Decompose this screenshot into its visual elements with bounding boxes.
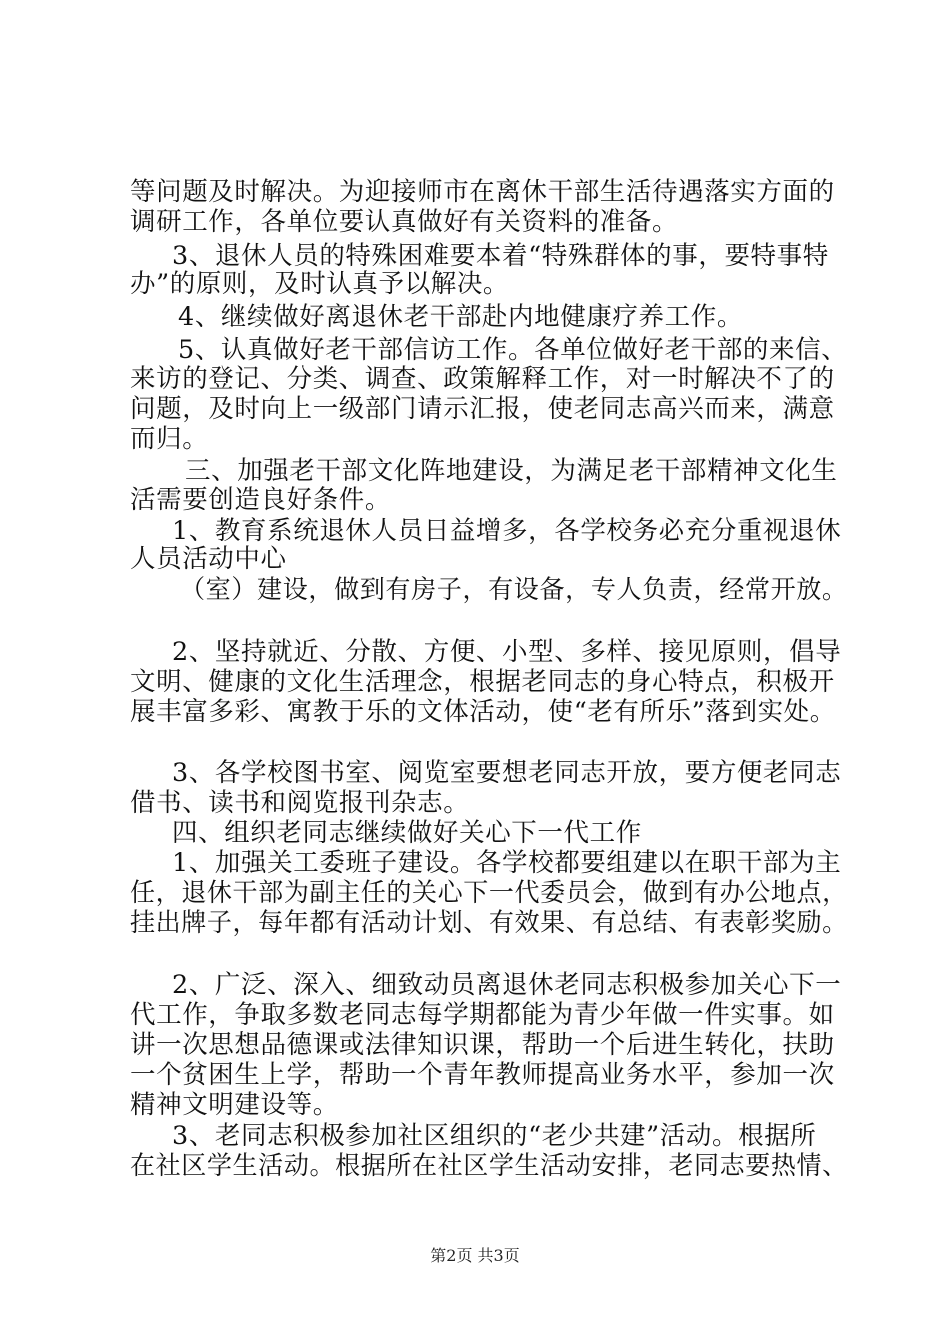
text-line: 代工作，争取多数老同志每学期都能为青少年做一件实事。如: [130, 1000, 835, 1030]
page-number: 第2页 共3页: [430, 1246, 520, 1265]
text-line: 在社区学生活动。根据所在社区学生活动安排，老同志要热情、: [130, 1151, 848, 1181]
text-line: 一个贫困生上学，帮助一个青年教师提高业务水平，参加一次: [130, 1060, 835, 1090]
text-line: 3、各学校图书室、阅览室要想老同志开放，要方便老同志: [172, 758, 842, 788]
section-heading: 三、加强老干部文化阵地建设，为满足老干部精神文化生: [185, 456, 838, 486]
text-line: 1、教育系统退休人员日益增多，各学校务必充分重视退休: [172, 516, 842, 546]
text-line: 精神文明建设等。: [130, 1090, 339, 1120]
text-line: 展丰富多彩、寓教于乐的文体活动，使“老有所乐”落到实处。: [130, 697, 836, 727]
text-line: 5、认真做好老干部信访工作。各单位做好老干部的来信、: [178, 335, 848, 365]
text-line: 问题，及时向上一级部门请示汇报，使老同志高兴而来，满意: [130, 394, 835, 424]
text-line: 3、老同志积极参加社区组织的“老少共建”活动。根据所: [172, 1121, 817, 1151]
text-line: 挂出牌子，每年都有活动计划、有效果、有总结、有表彰奖励。: [130, 908, 848, 938]
text-line: 调研工作，各单位要认真做好有关资料的准备。: [130, 207, 679, 237]
text-line: 来访的登记、分类、调查、政策解释工作，对一时解决不了的: [130, 364, 835, 394]
text-line: 讲一次思想品德课或法律知识课，帮助一个后进生转化，扶助: [130, 1030, 835, 1060]
text-line: 人员活动中心: [130, 544, 287, 574]
text-line: 任，退休干部为副主任的关心下一代委员会，做到有办公地点，: [130, 878, 848, 908]
text-line: 文明、健康的文化生活理念，根据老同志的身心特点，积极开: [130, 667, 835, 697]
text-line: 2、广泛、深入、细致动员离退休老同志积极参加关心下一: [172, 970, 842, 1000]
text-line: （室）建设，做到有房子，有设备，专人负责，经常开放。: [180, 575, 848, 605]
text-line: 借书、读书和阅览报刊杂志。: [130, 788, 470, 818]
text-line: 3、退休人员的特殊困难要本着“特殊群体的事，要特事特: [172, 241, 829, 271]
text-line: 等问题及时解决。为迎接师市在离休干部生活待遇落实方面的: [130, 177, 835, 207]
text-line: 活需要创造良好条件。: [130, 485, 392, 515]
text-line: 而归。: [130, 424, 209, 454]
text-line: 4、继续做好离退休老干部赴内地健康疗养工作。: [178, 302, 743, 332]
text-line: 1、加强关工委班子建设。各学校都要组建以在职干部为主: [172, 848, 842, 878]
text-line: 办”的原则，及时认真予以解决。: [130, 269, 510, 299]
text-line: 2、坚持就近、分散、方便、小型、多样、接见原则，倡导: [172, 637, 842, 667]
section-heading: 四、组织老同志继续做好关心下一代工作: [172, 818, 642, 848]
